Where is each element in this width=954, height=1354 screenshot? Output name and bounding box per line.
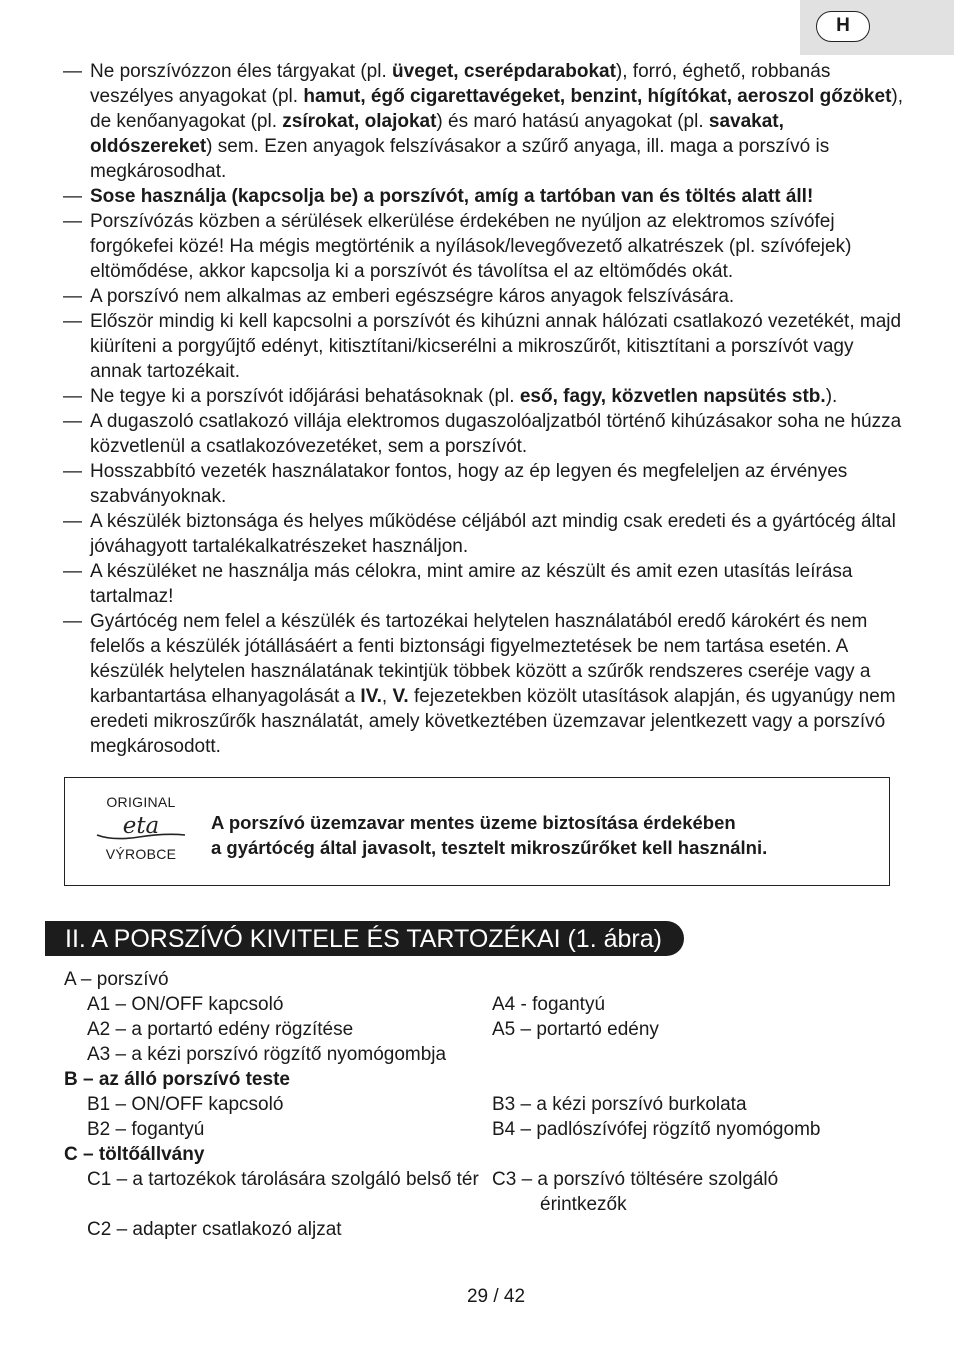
part-group-b: B – az álló porszívó teste — [64, 1069, 290, 1090]
eta-logo-mark — [93, 813, 189, 843]
part-item: B1 – ON/OFF kapcsoló — [87, 1094, 284, 1115]
notice-text — [211, 810, 767, 860]
warning-text — [90, 386, 837, 407]
part-item: C1 – a tartozékok tárolására szolgáló belső tér — [87, 1169, 479, 1190]
parts-list — [64, 967, 924, 1242]
notice-line-2: a gyártócég által javasolt, tesztelt mikroszűrőket kell használni. — [211, 837, 768, 858]
emphasized-text: zsírokat, olajokat — [282, 111, 437, 132]
emphasized-text: üveget, cserépdarabokat — [392, 61, 616, 82]
text-run: fejezetekben közölt utasítások alapján, és ugyanúgy nem eredeti mikroszűrők használatát, amely következtében üzemzavar jelentkezett vagy a porszívó megkárosodott. — [90, 686, 896, 757]
dash-marker: — — [63, 286, 82, 307]
warning-text — [90, 511, 896, 557]
language-tab — [800, 0, 954, 55]
original-parts-notice — [64, 777, 890, 886]
part-row — [64, 1042, 924, 1067]
warning-text — [90, 211, 851, 282]
warning-item — [63, 609, 903, 759]
part-row — [64, 1092, 924, 1117]
language-badge: H — [816, 11, 870, 42]
warning-text — [90, 286, 734, 307]
text-run: Hosszabbító vezeték használatakor fontos, hogy az ép legyen és megfeleljen az érvényes szabványoknak. — [90, 461, 848, 507]
dash-marker: — — [63, 211, 82, 232]
part-group-c: C – töltőállvány — [64, 1144, 205, 1165]
part-item-spacer — [64, 1192, 492, 1217]
warning-item — [63, 59, 903, 184]
text-run: Gyártócég nem felel a készülék és tartozékai helytelen használatából eredő károkért és nem felelős a készülék jótállásáért a fenti biztonsági figyelmeztetések be nem tartása esetén. A készülék helytelen használatának tekintjük többek között a szűrők rendszeres cseréje vagy a karbantartása elhanyagolását a — [90, 611, 871, 707]
warning-text — [90, 461, 847, 507]
warning-item — [63, 284, 903, 309]
dash-marker: — — [63, 186, 82, 207]
logo-bottom-text: VÝROBCE — [105, 846, 177, 862]
eta-original-logo — [91, 794, 191, 863]
part-item: B2 – fogantyú — [87, 1119, 205, 1140]
text-run: ), de kenőanyagokat (pl. — [90, 86, 904, 132]
part-item: B4 – padlószívófej rögzítő nyomógomb — [492, 1119, 821, 1140]
text-run: Porszívózás közben a sérülések elkerülése érdekében ne nyúljon az elektromos szívófej forgókefei közé! Ha mégis megtörténik a nyílások/levegővezető alkatrészek (pl. szívófejek) eltömődése, akkor kapcsolja ki a porszívót és távolítsa el az eltömődés okát. — [90, 211, 852, 282]
part-item: A4 - fogantyú — [492, 994, 606, 1015]
part-item-continuation: érintkezők — [540, 1194, 627, 1215]
emphasized-text: hamut, égő cigarettavégeket, benzint, hígítókat, aeroszol gőzöket — [303, 86, 892, 107]
dash-marker: — — [63, 611, 82, 632]
part-row — [64, 992, 924, 1017]
warning-item — [63, 309, 903, 384]
warning-item — [63, 409, 903, 459]
safety-warnings-list — [63, 59, 903, 759]
text-run: , — [381, 686, 393, 707]
eta-logo-text: eta — [122, 813, 160, 839]
part-item: B3 – a kézi porszívó burkolata — [492, 1094, 747, 1115]
part-item: A3 – a kézi porszívó rögzítő nyomógombja — [87, 1044, 447, 1065]
emphasized-text: IV. — [360, 686, 382, 707]
warning-item — [63, 209, 903, 284]
text-run: A készülék biztonsága és helyes működése céljából azt mindig csak eredeti és a gyártócég által jóváhagyott tartalékalkatrészeket használjon. — [90, 511, 896, 557]
dash-marker: — — [63, 511, 82, 532]
part-item: C2 – adapter csatlakozó aljzat — [87, 1219, 342, 1240]
dash-marker: — — [63, 311, 82, 332]
warning-text — [90, 186, 813, 207]
warning-text — [90, 411, 901, 457]
text-run: A készüléket ne használja más célokra, mint amire az készült és amit ezen utasítás leírása tartalmaz! — [90, 561, 853, 607]
part-item — [492, 1042, 924, 1067]
part-row — [64, 1017, 924, 1042]
part-item: A5 – portartó edény — [492, 1019, 659, 1040]
part-item-empty — [492, 1217, 924, 1242]
part-group-a: A – porszívó — [64, 969, 169, 990]
emphasized-text: V. — [392, 686, 409, 707]
part-item: A1 – ON/OFF kapcsoló — [87, 994, 284, 1015]
warning-text — [90, 61, 903, 182]
warning-text — [90, 311, 901, 382]
text-run: A porszívó nem alkalmas az emberi egészségre káros anyagok felszívására. — [90, 286, 735, 307]
warning-item — [63, 184, 903, 209]
emphasized-text: eső, fagy, közvetlen napsütés stb. — [519, 386, 826, 407]
dash-marker: — — [63, 61, 82, 82]
logo-top-text: ORIGINAL — [106, 794, 176, 810]
dash-marker: — — [63, 461, 82, 482]
section-heading: II. A PORSZÍVÓ KIVITELE ÉS TARTOZÉKAI (1. ábra) — [45, 921, 684, 956]
warning-item — [63, 459, 903, 509]
warning-text — [90, 561, 852, 607]
part-item: A2 – a portartó edény rögzítése — [87, 1019, 354, 1040]
emphasized-text: savakat, oldószereket — [90, 111, 784, 157]
text-run: ) és maró hatású anyagokat (pl. — [436, 111, 709, 132]
part-item: C3 – a porszívó töltésére szolgáló — [492, 1169, 779, 1190]
page-number: 29 / 42 — [466, 1286, 526, 1307]
warning-item — [63, 559, 903, 609]
text-run: ) sem. Ezen anyagok felszívásakor a szűrő anyaga, ill. maga a porszívó is megkárosodhat. — [90, 136, 830, 182]
warning-item — [63, 384, 903, 409]
part-row — [64, 1192, 924, 1217]
text-run: Ne porszívózzon éles tárgyakat (pl. — [90, 61, 393, 82]
warning-item — [63, 509, 903, 559]
part-row — [64, 1217, 924, 1242]
notice-line-1: A porszívó üzemzavar mentes üzeme biztosítása érdekében — [211, 812, 736, 833]
text-run: Ne tegye ki a porszívót időjárási behatásoknak (pl. — [90, 386, 520, 407]
part-row — [64, 1167, 924, 1192]
emphasized-text: Sose használja (kapcsolja be) a porszívót, amíg a tartóban van és töltés alatt áll! — [90, 186, 814, 207]
dash-marker: — — [63, 411, 82, 432]
warning-text — [90, 611, 896, 757]
text-run: ). — [825, 386, 838, 407]
text-run: ), forró, éghető, robbanás veszélyes anyagokat (pl. — [90, 61, 831, 107]
dash-marker: — — [63, 561, 82, 582]
text-run: A dugaszoló csatlakozó villája elektromos dugaszolóaljzatból történő kihúzásakor soha ne húzza közvetlenül a csatlakozóvezetéket, sem a porszívót. — [90, 411, 902, 457]
text-run: Először mindig ki kell kapcsolni a porszívót és kihúzni annak hálózati csatlakozó vezetékét, majd kiüríteni a porgyűjtő edényt, kitisztítani/kicserélni a mikroszűrőt, kitisztítani a porszívót vagy annak tartozékait. — [90, 311, 902, 382]
part-row — [64, 1117, 924, 1142]
dash-marker: — — [63, 386, 82, 407]
